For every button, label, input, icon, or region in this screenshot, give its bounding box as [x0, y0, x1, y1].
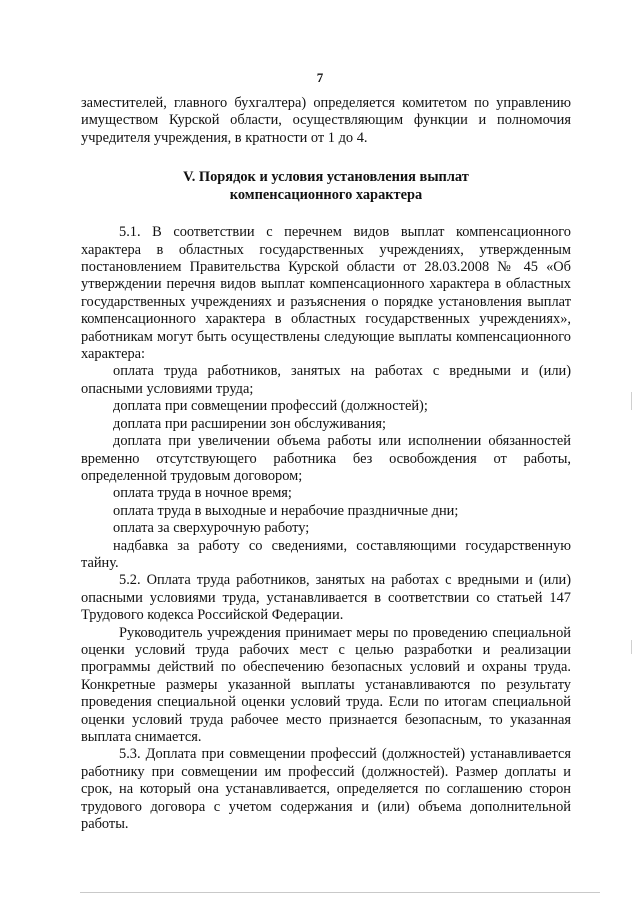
section-heading [81, 168, 571, 204]
list-item: оплата труда в выходные и нерабочие праздничные дни; [113, 502, 459, 519]
list-item: доплата при совмещении профессий (должностей); [113, 398, 428, 415]
list-item: оплата за сверхурочную работу; [113, 520, 310, 537]
section-heading-line-2: компенсационного характера [229, 187, 423, 204]
page-number: 7 [316, 70, 324, 85]
list-item: надбавка за работу со сведениями, составляющими государственную тайну. [81, 537, 571, 571]
intro-paragraph: заместителей, главного бухгалтера) определяется комитетом по управлению имуществом Курской области, осуществляющим функции и полномочия учредителя учреждения, в кратности от 1 до 4. [81, 95, 571, 146]
section-heading-line-1: V. Порядок и условия установления выплат [183, 169, 469, 186]
list-item: доплата при расширении зон обслуживания; [113, 415, 386, 432]
document-body [81, 95, 571, 833]
scan-edge-mark [631, 392, 632, 410]
paragraph-5-2: 5.2. Оплата труда работников, занятых на работах с вредными и (или) опасными условиями труда, устанавливается в соответствии со статьей 147 Трудового кодекса Российской Федерации. [81, 572, 571, 624]
paragraph-5-3: 5.3. Доплата при совмещении профессий (должностей) устанавливается работнику при совмещении им профессий (должностей). Размер доплаты и срок, на который она устанавливается, определяется по соглашению сторон трудового договора с учетом содержания и (или) объема дополнительной работы. [81, 746, 571, 833]
list-item: доплата при увеличении объема работы или исполнении обязанностей временно отсутствующего работника без освобождения от работы, определенной трудовым договором; [81, 433, 571, 484]
list-item: оплата труда работников, занятых на работах с вредными и (или) опасными условиями труда; [81, 363, 571, 397]
scan-edge-mark [631, 640, 632, 654]
paragraph-5-2-continued: Руководитель учреждения принимает меры по проведению специальной оценки условий труда рабочих мест с целью разработки и реализации программы действий по обеспечению безопасных условий и охраны труда. Конкретные размеры указанной выплаты устанавливаются по результату проведения специальной оценки условий труда. Если по итогам специальной оценки условий труда рабочее место признается безопасным, то указанная выплата снимается. [81, 624, 571, 745]
scan-bottom-line [80, 892, 600, 893]
list-item: оплата труда в ночное время; [113, 485, 292, 502]
paragraph-5-1: 5.1. В соответствии с перечнем видов выплат компенсационного характера в областных государственных учреждениях, утвержденным постановлением Правительства Курской области от 28.03.2008 № 45 «Об утверждении перечня видов выплат компенсационного характера в областных государственных учреждениях и разъяснения о порядке установления выплат компенсационного характера в областных государственных учреждениях», работникам могут быть осуществлены следующие выплаты компенсационного характера: [81, 224, 571, 363]
